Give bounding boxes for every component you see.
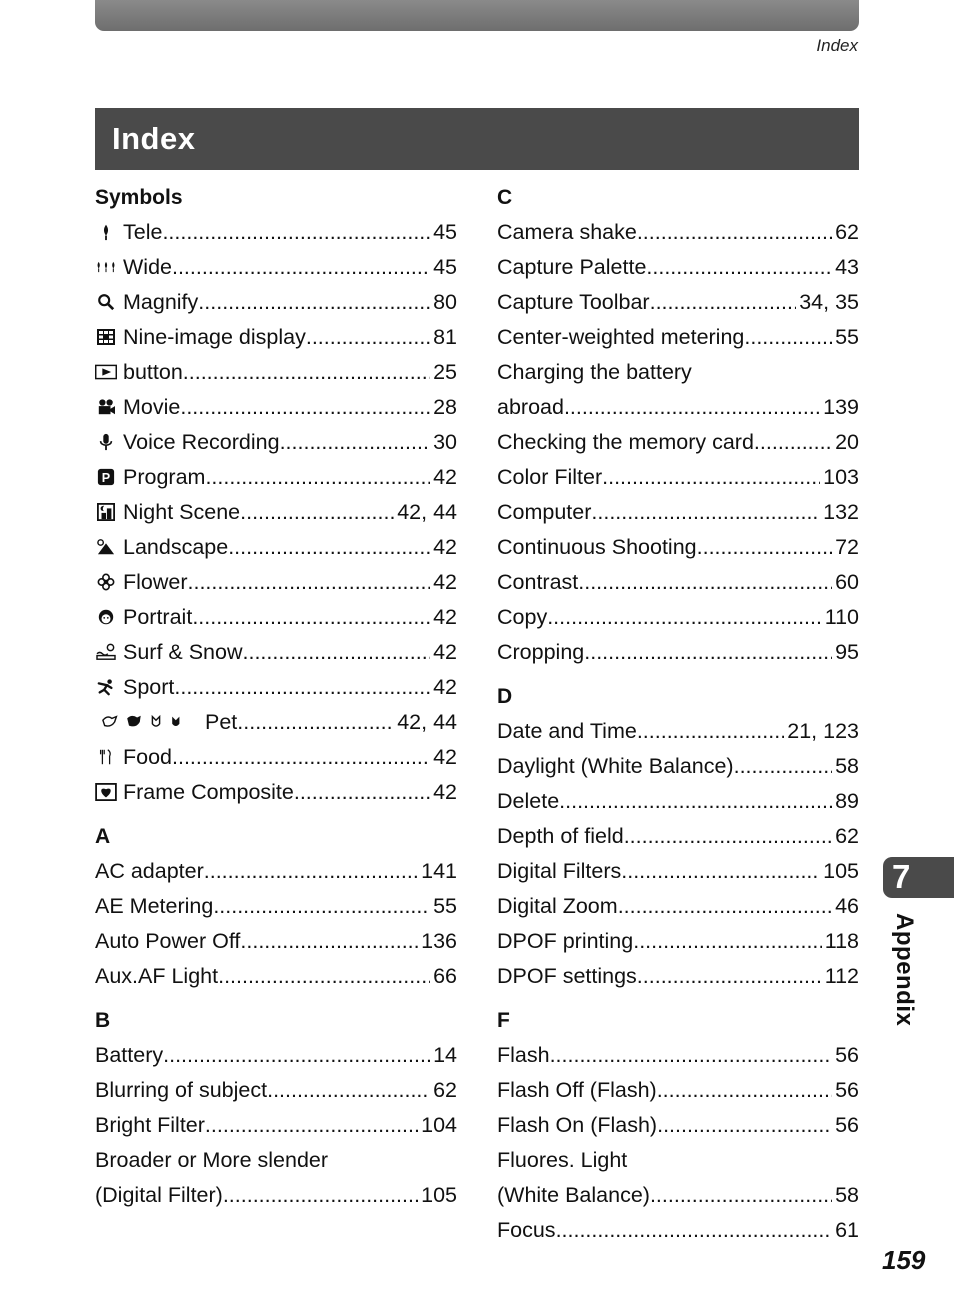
index-entry-page: 81 xyxy=(433,325,457,349)
index-entry-label xyxy=(497,495,591,530)
index-entry xyxy=(497,600,859,635)
index-entry-text: Center-weighted metering xyxy=(497,325,745,349)
dot-leader xyxy=(243,635,431,670)
index-entry-page: 56 xyxy=(835,1078,859,1102)
index-entry-text: Contrast xyxy=(497,570,579,594)
playback-button-icon xyxy=(95,363,117,381)
index-entry xyxy=(95,495,457,530)
index-entry-label xyxy=(497,819,624,854)
index-entry-text: Digital Zoom xyxy=(497,894,618,918)
dot-leader xyxy=(650,285,797,320)
dot-leader xyxy=(550,1038,833,1073)
index-entry-label xyxy=(95,1108,205,1143)
index-entry xyxy=(497,959,859,994)
index-entry-text: Date and Time xyxy=(497,719,637,743)
index-entry xyxy=(95,460,457,495)
index-entry xyxy=(497,425,859,460)
index-entry-text: Continuous Shooting xyxy=(497,535,697,559)
index-entry xyxy=(497,460,859,495)
section-a-list xyxy=(95,854,457,994)
index-entry xyxy=(497,889,859,924)
dot-leader xyxy=(294,775,430,810)
index-entry-label xyxy=(497,889,618,924)
index-entry-page: 136 xyxy=(421,929,457,953)
index-entry-label xyxy=(95,1178,223,1213)
food-icon xyxy=(95,748,117,766)
index-entry xyxy=(95,889,457,924)
index-entry-label xyxy=(497,565,578,600)
index-entry xyxy=(95,1143,457,1178)
index-entry xyxy=(95,215,457,250)
section-heading-d: D xyxy=(497,685,513,708)
index-entry-label xyxy=(497,1073,657,1108)
index-entry-page: 72 xyxy=(835,535,859,559)
frame-composite-icon xyxy=(95,783,117,801)
index-entry-label xyxy=(497,1213,556,1248)
index-entry xyxy=(95,635,457,670)
index-entry-page: 34, 35 xyxy=(799,290,859,314)
index-entry-label xyxy=(95,600,192,635)
index-entry-page: 61 xyxy=(835,1218,859,1242)
index-entry-label xyxy=(95,775,294,810)
dot-leader xyxy=(218,959,430,994)
index-entry-text: Camera shake xyxy=(497,220,637,244)
dot-leader xyxy=(637,714,784,749)
index-entry-label xyxy=(95,565,188,600)
index-entry-label xyxy=(95,1073,267,1108)
index-entry-text: Food xyxy=(123,745,173,769)
index-entry-text: Wide xyxy=(123,255,172,279)
index-entry-label xyxy=(497,749,734,784)
index-entry xyxy=(497,530,859,565)
index-entry-page: 42 xyxy=(433,605,457,629)
index-entry-page: 42 xyxy=(433,465,457,489)
index-entry xyxy=(497,749,859,784)
section-b-list xyxy=(95,1038,457,1213)
index-entry-label xyxy=(95,215,162,250)
index-entry-page: 62 xyxy=(835,220,859,244)
index-entry xyxy=(497,215,859,250)
index-entry-page: 62 xyxy=(433,1078,457,1102)
section-heading-a: A xyxy=(95,825,111,848)
index-entry-text: DPOF printing xyxy=(497,929,634,953)
index-entry-label xyxy=(497,1038,550,1073)
index-entry-label xyxy=(497,714,637,749)
index-entry-label xyxy=(95,1038,163,1073)
section-heading-b: B xyxy=(95,1009,111,1032)
index-entry xyxy=(497,1178,859,1213)
index-entry-text: Program xyxy=(123,465,206,489)
index-entry-page: 42 xyxy=(433,780,457,804)
index-entry-page: 55 xyxy=(433,894,457,918)
index-entry-text: Movie xyxy=(123,395,181,419)
index-entry xyxy=(95,390,457,425)
index-entry-page: 42 xyxy=(433,675,457,699)
index-entry-text: Broader or More slender xyxy=(95,1148,329,1172)
index-entry xyxy=(497,1038,859,1073)
dot-leader xyxy=(754,425,832,460)
index-entry-text: (White Balance) xyxy=(497,1183,650,1207)
index-entry-page: 56 xyxy=(835,1113,859,1137)
index-entry xyxy=(497,924,859,959)
index-entry-text: DPOF settings xyxy=(497,964,637,988)
index-entry xyxy=(95,705,457,740)
index-entry xyxy=(95,1073,457,1108)
dot-leader xyxy=(237,705,394,740)
index-entry-text: Cropping xyxy=(497,640,585,664)
index-entry-page: 42, 44 xyxy=(397,500,457,524)
index-entry-text: Delete xyxy=(497,789,560,813)
index-entry-page: 30 xyxy=(433,430,457,454)
index-entry-label xyxy=(497,355,692,390)
index-entry-text: (Digital Filter) xyxy=(95,1183,223,1207)
wide-icon xyxy=(95,258,117,276)
portrait-icon xyxy=(95,608,117,626)
index-entry-label xyxy=(95,460,205,495)
night-scene-icon xyxy=(95,503,117,521)
dot-leader xyxy=(174,670,430,705)
index-entry-page: 45 xyxy=(433,255,457,279)
voice-recording-icon xyxy=(95,433,117,451)
index-entry xyxy=(95,1108,457,1143)
index-entry-page: 25 xyxy=(433,360,457,384)
index-entry-text: Depth of field xyxy=(497,824,624,848)
index-entry-page: 105 xyxy=(823,859,859,883)
index-entry xyxy=(95,565,457,600)
index-entry-label xyxy=(497,390,564,425)
dot-leader xyxy=(602,460,820,495)
dot-leader xyxy=(744,320,832,355)
index-entry-label xyxy=(497,1108,657,1143)
index-entry-label xyxy=(497,285,650,320)
page-title: Index xyxy=(112,121,196,156)
index-entry-page: 20 xyxy=(835,430,859,454)
index-entry-text: Aux.AF Light xyxy=(95,964,219,988)
index-entry-text: Magnify xyxy=(123,290,199,314)
index-entry-page: 112 xyxy=(824,964,859,988)
index-entry-label xyxy=(95,530,228,565)
index-entry-text: Blurring of subject xyxy=(95,1078,268,1102)
index-entry-label xyxy=(95,854,204,889)
index-entry-text: Charging the battery xyxy=(497,360,692,384)
pet-icons xyxy=(95,713,199,731)
dot-leader xyxy=(556,1213,833,1248)
dot-leader xyxy=(172,250,430,285)
index-entry-page: 43 xyxy=(835,255,859,279)
dot-leader xyxy=(618,889,832,924)
index-entry xyxy=(497,784,859,819)
section-heading-c: C xyxy=(497,186,513,209)
index-entry-label xyxy=(95,425,280,460)
dot-leader xyxy=(163,1038,430,1073)
index-entry xyxy=(95,285,457,320)
index-entry-page: 21, 123 xyxy=(787,719,859,743)
index-entry-page: 46 xyxy=(835,894,859,918)
index-entry xyxy=(497,320,859,355)
dot-leader xyxy=(697,530,832,565)
index-entry xyxy=(497,565,859,600)
nine-image-display-icon xyxy=(95,328,117,346)
dot-leader xyxy=(547,600,822,635)
index-entry xyxy=(497,635,859,670)
index-entry-text: AE Metering xyxy=(95,894,214,918)
tele-icon xyxy=(95,223,117,241)
right-column xyxy=(497,180,859,1248)
running-header: Index xyxy=(816,36,858,55)
index-entry xyxy=(95,775,457,810)
index-entry-page: 55 xyxy=(835,325,859,349)
section-c-list xyxy=(497,215,859,670)
index-entry xyxy=(497,1213,859,1248)
section-d-list xyxy=(497,714,859,994)
index-entry xyxy=(497,854,859,889)
index-entry-text: Portrait xyxy=(123,605,193,629)
dot-leader xyxy=(657,1108,832,1143)
sport-icon xyxy=(95,678,117,696)
index-entry xyxy=(497,495,859,530)
dot-leader xyxy=(180,390,430,425)
index-entry-page: 89 xyxy=(835,789,859,813)
index-entry-text: Tele xyxy=(123,220,163,244)
index-entry-label xyxy=(497,635,584,670)
index-entry-label xyxy=(497,959,637,994)
dot-leader xyxy=(584,635,832,670)
dot-leader xyxy=(559,784,832,819)
index-entry-label xyxy=(497,460,602,495)
dot-leader xyxy=(183,355,430,390)
dot-leader xyxy=(578,565,832,600)
index-entry-label xyxy=(95,959,218,994)
dot-leader xyxy=(650,1178,832,1213)
index-entry-label xyxy=(497,854,621,889)
index-entry-text: Nine-image display xyxy=(123,325,306,349)
index-entry-text: Auto Power Off xyxy=(95,929,241,953)
chapter-number: 7 xyxy=(892,858,911,895)
index-entry xyxy=(95,600,457,635)
symbols-list xyxy=(95,215,457,810)
index-entry-label xyxy=(497,1143,627,1178)
index-entry-label xyxy=(497,425,754,460)
index-entry-text: Battery xyxy=(95,1043,164,1067)
dot-leader xyxy=(657,1073,832,1108)
index-entry-text: Fluores. Light xyxy=(497,1148,628,1172)
index-entry xyxy=(497,1073,859,1108)
index-entry-text: Frame Composite xyxy=(123,780,294,804)
dot-leader xyxy=(734,749,832,784)
dot-leader xyxy=(204,854,418,889)
index-entry-label xyxy=(95,1143,328,1178)
svg-text:P: P xyxy=(101,470,111,485)
index-entry-text: Flash Off (Flash) xyxy=(497,1078,657,1102)
index-entry-label xyxy=(95,390,180,425)
program-icon xyxy=(95,468,117,486)
index-entry-label xyxy=(95,495,240,530)
index-entry-text: Checking the memory card xyxy=(497,430,754,454)
index-entry-text: Flash On (Flash) xyxy=(497,1113,658,1137)
index-entry-text: Flash xyxy=(497,1043,550,1067)
index-entry-page: 66 xyxy=(433,964,457,988)
landscape-icon xyxy=(95,538,117,556)
dot-leader xyxy=(624,819,832,854)
index-entry-text: Landscape xyxy=(123,535,229,559)
index-entry-text: Computer xyxy=(497,500,592,524)
dot-leader xyxy=(198,285,430,320)
dot-leader xyxy=(646,250,832,285)
dot-leader xyxy=(621,854,820,889)
index-entry-page: 118 xyxy=(824,929,859,953)
index-entry-label xyxy=(497,530,697,565)
movie-icon xyxy=(95,398,117,416)
left-column xyxy=(95,180,457,1213)
index-entry-text: abroad xyxy=(497,395,564,419)
index-entry-page: 14 xyxy=(433,1043,457,1067)
index-entry-text: Sport xyxy=(123,675,175,699)
index-entry-page: 110 xyxy=(824,605,859,629)
index-entry-label xyxy=(497,784,559,819)
index-entry-text: AC adapter xyxy=(95,859,204,883)
index-entry xyxy=(497,285,859,320)
index-entry-text: Color Filter xyxy=(497,465,603,489)
index-entry xyxy=(95,740,457,775)
index-entry xyxy=(95,670,457,705)
index-entry-text: Daylight (White Balance) xyxy=(497,754,734,778)
index-entry-page: 58 xyxy=(835,754,859,778)
dot-leader xyxy=(637,215,832,250)
index-entry-page: 80 xyxy=(433,290,457,314)
index-entry-label xyxy=(497,1178,650,1213)
dot-leader xyxy=(633,924,822,959)
top-decorative-bar xyxy=(95,0,859,31)
section-f-list xyxy=(497,1038,859,1248)
index-entry xyxy=(95,959,457,994)
index-entry xyxy=(95,854,457,889)
index-entry-text: Digital Filters xyxy=(497,859,622,883)
index-entry xyxy=(95,250,457,285)
dot-leader xyxy=(223,1178,418,1213)
dot-leader xyxy=(162,215,430,250)
dot-leader xyxy=(267,1073,430,1108)
index-entry-text: Pet xyxy=(205,710,238,734)
title-banner xyxy=(95,108,859,170)
dot-leader xyxy=(205,1108,418,1143)
index-entry-label xyxy=(497,320,744,355)
index-entry-page: 58 xyxy=(835,1183,859,1207)
index-entry-page: 132 xyxy=(823,500,859,524)
index-entry-page: 104 xyxy=(421,1113,457,1137)
index-entry-text: Flower xyxy=(123,570,188,594)
index-entry-text: Capture Toolbar xyxy=(497,290,650,314)
dot-leader xyxy=(240,495,394,530)
index-entry-label xyxy=(497,924,633,959)
index-entry xyxy=(95,1178,457,1213)
index-entry-page: 95 xyxy=(835,640,859,664)
index-entry-text: Focus xyxy=(497,1218,556,1242)
dot-leader xyxy=(280,425,431,460)
index-entry-label xyxy=(95,635,243,670)
dot-leader xyxy=(564,390,820,425)
index-entry-label xyxy=(95,740,172,775)
index-entry-label xyxy=(95,889,213,924)
index-entry-text: Capture Palette xyxy=(497,255,647,279)
index-entry xyxy=(95,425,457,460)
index-entry xyxy=(497,355,859,390)
index-entry-text: Copy xyxy=(497,605,548,629)
index-entry-label xyxy=(497,250,646,285)
index-entry xyxy=(497,250,859,285)
index-entry-page: 56 xyxy=(835,1043,859,1067)
index-entry-page: 141 xyxy=(421,859,457,883)
index-entry-text: button xyxy=(123,360,183,384)
chapter-tab xyxy=(883,857,954,898)
dot-leader xyxy=(240,924,418,959)
index-entry xyxy=(497,390,859,425)
magnify-icon xyxy=(95,293,117,311)
index-entry-label xyxy=(497,215,637,250)
index-entry xyxy=(95,355,457,390)
index-entry-label xyxy=(497,600,547,635)
index-entry-label xyxy=(95,250,172,285)
index-entry xyxy=(497,1143,859,1178)
section-heading-f: F xyxy=(497,1009,510,1032)
index-entry-text: Surf & Snow xyxy=(123,640,243,664)
index-entry-page: 42 xyxy=(433,745,457,769)
dot-leader xyxy=(205,460,430,495)
index-entry-page: 42 xyxy=(433,570,457,594)
index-entry xyxy=(95,530,457,565)
page-number: 159 xyxy=(882,1245,926,1275)
section-heading-symbols: Symbols xyxy=(95,186,183,209)
index-entry-label xyxy=(95,924,240,959)
index-entry-label xyxy=(95,355,183,390)
index-entry xyxy=(95,320,457,355)
index-entry xyxy=(497,714,859,749)
index-entry-page: 139 xyxy=(823,395,859,419)
dot-leader xyxy=(172,740,430,775)
index-entry-page: 42 xyxy=(433,640,457,664)
index-entry-text: Bright Filter xyxy=(95,1113,205,1137)
index-entry-page: 60 xyxy=(835,570,859,594)
index-entry-page: 62 xyxy=(835,824,859,848)
index-entry-text: Night Scene xyxy=(123,500,241,524)
dot-leader xyxy=(637,959,822,994)
dot-leader xyxy=(228,530,430,565)
dot-leader xyxy=(192,600,430,635)
dot-leader xyxy=(188,565,431,600)
surf-snow-icon xyxy=(95,643,117,661)
index-entry-text: Voice Recording xyxy=(123,430,280,454)
index-entry-label xyxy=(95,285,198,320)
index-entry-label xyxy=(95,320,306,355)
index-entry xyxy=(95,1038,457,1073)
index-entry-page: 45 xyxy=(433,220,457,244)
flower-icon xyxy=(95,573,117,591)
dot-leader xyxy=(306,320,430,355)
index-entry-page: 28 xyxy=(433,395,457,419)
index-entry xyxy=(95,924,457,959)
index-entry xyxy=(497,819,859,854)
index-entry xyxy=(497,1108,859,1143)
dot-leader xyxy=(591,495,820,530)
index-entry-page: 105 xyxy=(421,1183,457,1207)
index-entry-label xyxy=(95,705,237,740)
index-entry-page: 42 xyxy=(433,535,457,559)
index-entry-page: 103 xyxy=(823,465,859,489)
chapter-label: Appendix xyxy=(891,913,918,1027)
index-entry-label xyxy=(95,670,174,705)
index-entry-page: 42, 44 xyxy=(397,710,457,734)
dot-leader xyxy=(213,889,430,924)
